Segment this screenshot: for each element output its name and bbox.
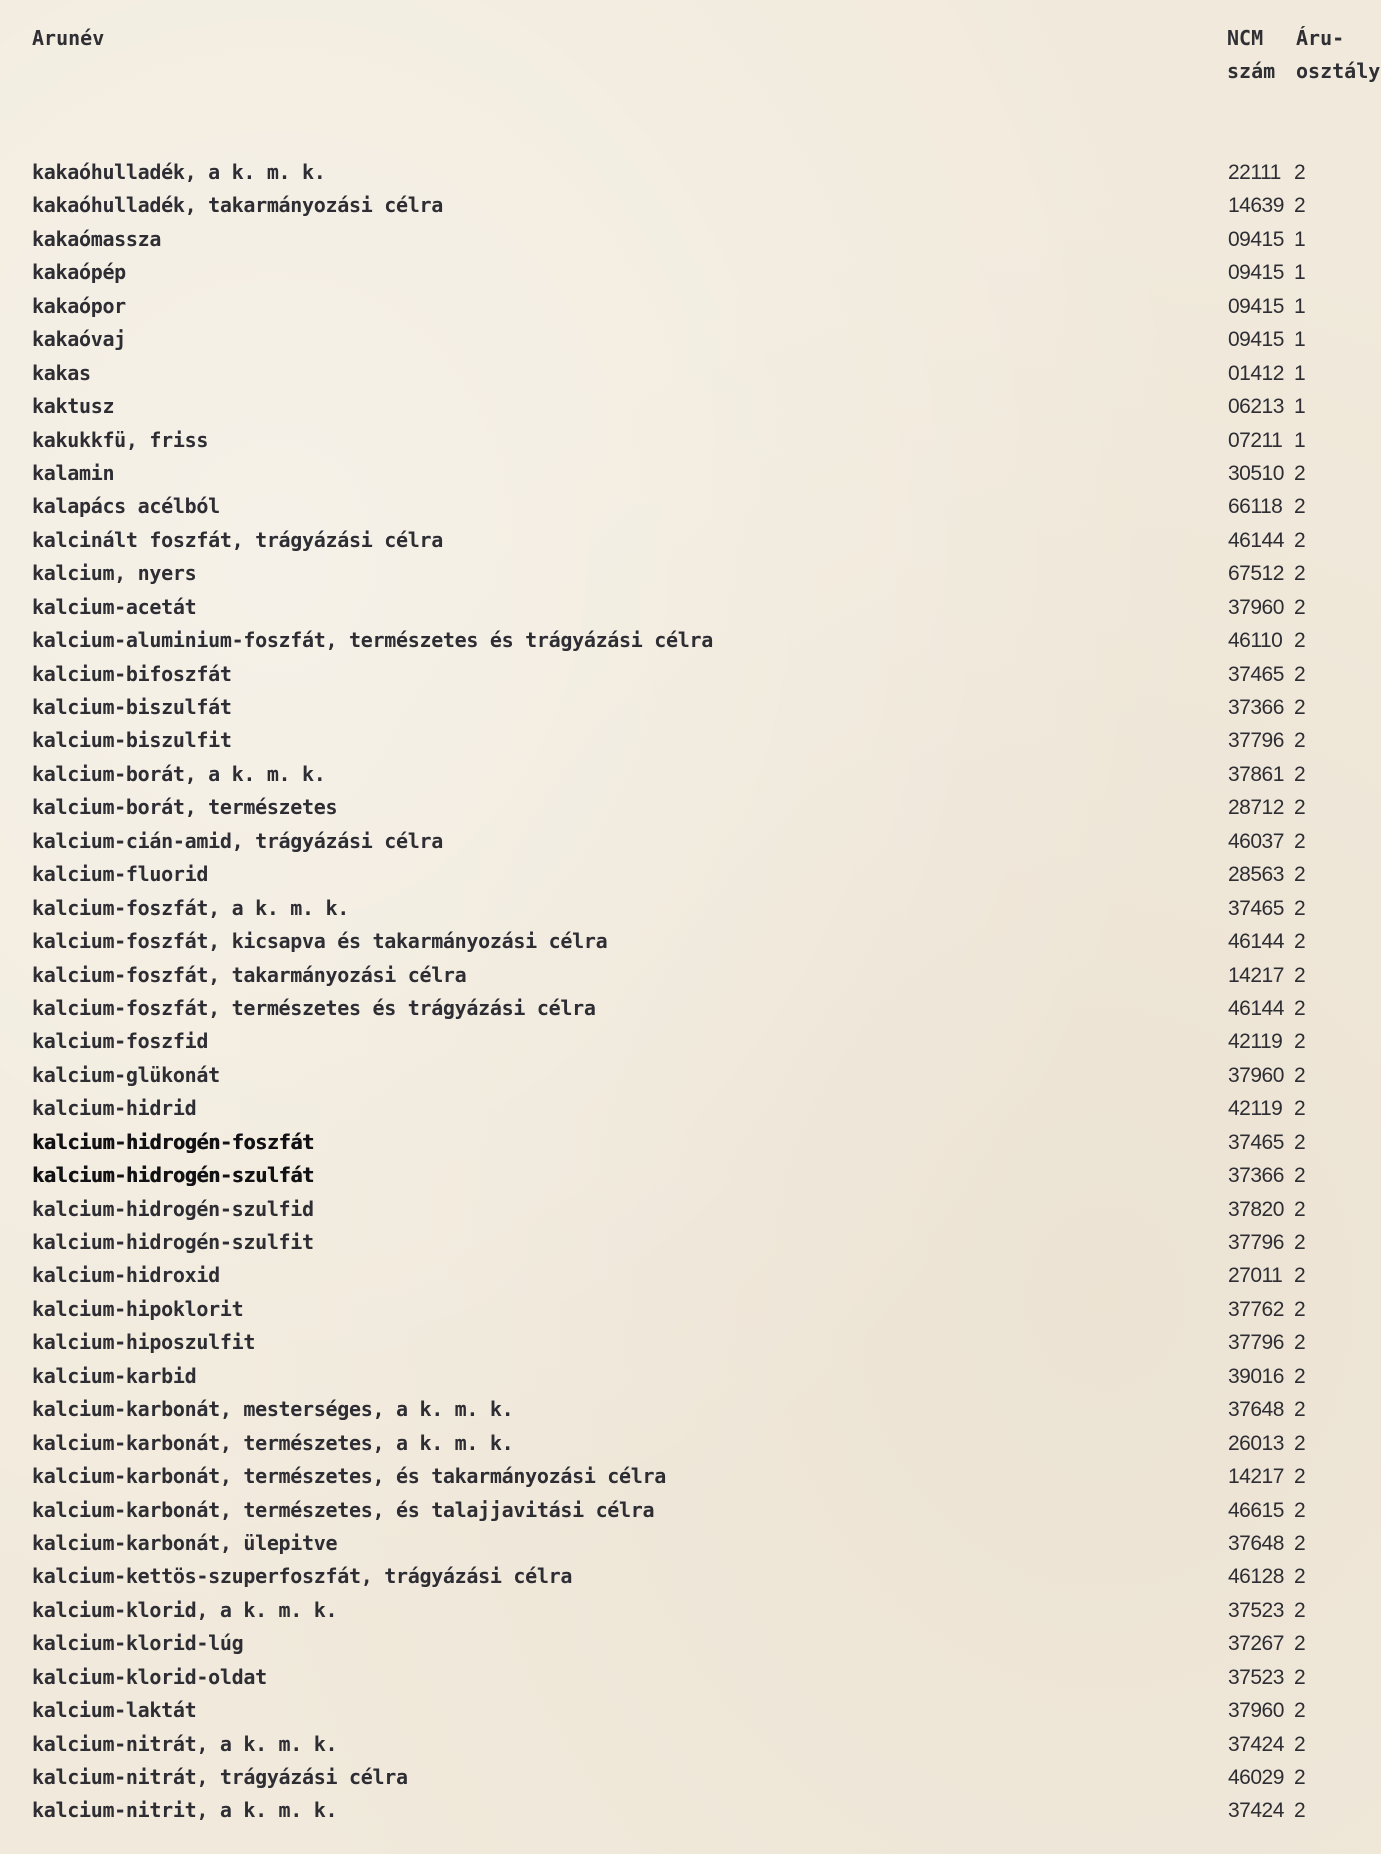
list-item [0, 959, 1381, 992]
goods-class: 1 [1294, 294, 1306, 318]
goods-class: 2 [1294, 1531, 1306, 1555]
item-name: kalcium-nitrit, a k. m. k. [32, 1798, 338, 1823]
goods-class: 2 [1294, 1565, 1306, 1589]
ncm-number: 26013 [1228, 1431, 1284, 1455]
ncm-number: 14639 [1228, 194, 1284, 218]
ncm-number: 46144 [1228, 528, 1284, 552]
ncm-number: 37465 [1228, 896, 1284, 920]
goods-class: 2 [1294, 1130, 1306, 1154]
goods-class: 2 [1294, 528, 1306, 552]
item-name: kalcium-hidrogén-szulfit [32, 1230, 314, 1254]
ncm-number: 01412 [1228, 361, 1284, 385]
list-item [0, 223, 1381, 256]
ncm-number: 09415 [1228, 294, 1284, 318]
list-item [0, 1494, 1381, 1527]
item-name: kakaóvaj [32, 327, 126, 352]
ncm-number: 37796 [1228, 1231, 1284, 1254]
goods-class: 2 [1294, 1766, 1306, 1789]
item-name: kalcium-biszulfit [32, 728, 232, 753]
goods-class: 2 [1294, 1799, 1306, 1823]
item-name: kalcium-karbonát, természetes, és talajjavitási célra [32, 1497, 655, 1522]
list-item [0, 1326, 1381, 1359]
goods-class: 2 [1294, 662, 1306, 686]
item-name: kalcium-karbonát, természetes, és takarmányozási célra [32, 1464, 667, 1489]
ncm-number: 37820 [1228, 1197, 1284, 1221]
item-name: kakaóhulladék, a k. m. k. [32, 160, 326, 184]
item-name: kalcium-foszfát, a k. m. k. [32, 895, 350, 920]
ncm-number: 09415 [1228, 328, 1284, 352]
list-item [0, 256, 1381, 289]
goods-class: 2 [1294, 1498, 1306, 1522]
item-name: kalcium-nitrát, a k. m. k. [32, 1731, 338, 1756]
item-name: kakukkfü, friss [32, 427, 209, 452]
list-item [0, 1427, 1381, 1460]
item-name: kalamin [32, 460, 115, 485]
item-name: kalcium-hiposzulfit [32, 1330, 256, 1355]
goods-class: 2 [1294, 1264, 1306, 1288]
goods-class: 2 [1294, 963, 1306, 987]
goods-class: 2 [1294, 729, 1306, 753]
ncm-number: 37960 [1228, 1063, 1284, 1087]
item-name: kalcium-hidrid [32, 1096, 197, 1121]
ncm-number: 27011 [1228, 1264, 1283, 1288]
list-item [0, 457, 1381, 490]
ncm-number: 22111 [1228, 161, 1281, 184]
list-item [0, 1527, 1381, 1560]
item-name: kalcium-foszfát, takarmányozási célra [32, 962, 467, 987]
item-name: kalcium-fluorid [32, 862, 209, 887]
list-item [0, 992, 1381, 1025]
item-name: kalcium-cián-amid, trágyázási célra [32, 828, 443, 853]
item-name: kalcium-laktát [32, 1698, 197, 1723]
goods-class: 2 [1294, 1231, 1306, 1254]
list-item [0, 1661, 1381, 1694]
goods-class: 2 [1294, 1732, 1306, 1756]
list-item [0, 1025, 1381, 1058]
ncm-number: 37796 [1228, 729, 1284, 753]
goods-class: 2 [1294, 1164, 1306, 1188]
item-name: kalcium-karbid [32, 1363, 197, 1388]
item-name: kalcium-hidrogén-szulfát [32, 1163, 314, 1188]
item-name: kalcium-aluminium-foszfát, természetes és trágyázási célra [32, 628, 713, 653]
list-item [0, 591, 1381, 624]
goods-class: 2 [1294, 829, 1306, 853]
list-item [0, 1694, 1381, 1727]
item-name: kalcium-bifoszfát [32, 661, 232, 686]
ncm-number: 37648 [1228, 1398, 1284, 1422]
ncm-number: 14217 [1228, 1465, 1284, 1489]
column-header-item-name [32, 22, 104, 55]
goods-class: 2 [1294, 696, 1306, 719]
list-item [0, 1059, 1381, 1092]
item-name: kalcium-hidrogén-foszfát [32, 1129, 314, 1154]
list-item [0, 1360, 1381, 1393]
list-item [0, 691, 1381, 724]
goods-class: 2 [1294, 762, 1306, 786]
list-item [0, 1393, 1381, 1426]
list-item [0, 1193, 1381, 1226]
ncm-number: 46144 [1228, 930, 1284, 954]
goods-class: 1 [1294, 361, 1306, 385]
item-name: kalcium-acetát [32, 594, 197, 619]
ncm-number: 37424 [1228, 1799, 1284, 1823]
goods-class: 2 [1294, 1665, 1306, 1689]
list-item [0, 290, 1381, 323]
goods-class: 2 [1294, 863, 1306, 887]
ncm-number: 09415 [1228, 227, 1284, 251]
ncm-number: 37424 [1228, 1732, 1284, 1756]
list-item [0, 1761, 1381, 1794]
ncm-number: 37960 [1228, 1699, 1284, 1723]
list-item [0, 323, 1381, 356]
ncm-number: 07211 [1228, 428, 1283, 452]
goods-class: 1 [1294, 328, 1306, 352]
ncm-number: 28712 [1228, 796, 1284, 820]
item-name: kalcium-foszfát, kicsapva és takarmányozási célra [32, 929, 608, 954]
ncm-number: 37648 [1228, 1531, 1284, 1555]
list-item [0, 1092, 1381, 1125]
item-name: kalcium-glükonát [32, 1062, 220, 1087]
goods-class: 2 [1294, 629, 1306, 653]
item-name: kalcium-klorid-oldat [32, 1664, 267, 1689]
ncm-number: 37861 [1228, 762, 1284, 786]
list-item [0, 1594, 1381, 1627]
ncm-number: 46128 [1228, 1565, 1284, 1589]
goods-class: 2 [1294, 1030, 1306, 1054]
item-name: kalcium-biszulfát [32, 695, 232, 719]
goods-class: 2 [1294, 796, 1306, 820]
ncm-number: 46615 [1228, 1498, 1284, 1522]
list-item [0, 1460, 1381, 1493]
column-header-ncm-number [1227, 22, 1277, 88]
list-item [0, 1794, 1381, 1827]
goods-class: 1 [1294, 395, 1306, 419]
list-item [0, 1159, 1381, 1192]
goods-class: 2 [1294, 161, 1306, 184]
list-item [0, 791, 1381, 824]
item-name: kalcium-hipoklorit [32, 1296, 244, 1321]
ncm-number: 14217 [1228, 963, 1284, 987]
item-name: kalcium-borát, természetes [32, 795, 338, 820]
goods-class: 2 [1294, 495, 1306, 519]
list-item [0, 758, 1381, 791]
goods-class: 2 [1294, 896, 1306, 920]
list-item [0, 1259, 1381, 1292]
ncm-number: 37465 [1228, 1130, 1284, 1154]
list-item [0, 390, 1381, 423]
goods-class: 1 [1294, 227, 1306, 251]
goods-class: 2 [1294, 1063, 1306, 1087]
ncm-number: 46144 [1228, 996, 1284, 1020]
ncm-number: 28563 [1228, 863, 1284, 887]
ncm-number: 42119 [1228, 1097, 1283, 1121]
goods-class: 2 [1294, 1097, 1306, 1121]
list-item [0, 624, 1381, 657]
ncm-number: 67512 [1228, 562, 1284, 586]
list-item [0, 658, 1381, 691]
goods-class: 2 [1294, 1465, 1306, 1489]
list-item [0, 357, 1381, 390]
item-name: kalcium-karbonát, mesterséges, a k. m. k. [32, 1397, 514, 1422]
ncm-number: 37960 [1228, 595, 1284, 619]
item-name: kalcium-kettös-szuperfoszfát, trágyázási célra [32, 1564, 573, 1589]
ncm-number: 37366 [1228, 1164, 1284, 1188]
ncm-number: 39016 [1228, 1364, 1284, 1388]
ncm-number: 37366 [1228, 696, 1284, 719]
goods-class: 2 [1294, 1398, 1306, 1422]
ncm-number: 37523 [1228, 1665, 1284, 1689]
goods-class: 2 [1294, 996, 1306, 1020]
goods-class: 2 [1294, 1197, 1306, 1221]
ncm-number: 37796 [1228, 1331, 1284, 1355]
entry-list [0, 156, 1381, 1828]
column-header-goods-class [1296, 22, 1381, 88]
list-item [0, 1126, 1381, 1159]
class-label-line2: osztály [1296, 59, 1381, 83]
item-name: kakaópor [32, 293, 126, 318]
ncm-number: 37267 [1228, 1632, 1284, 1656]
class-label-line1: Áru- [1296, 26, 1345, 50]
goods-class: 2 [1294, 1331, 1306, 1355]
goods-class: 2 [1294, 1598, 1306, 1622]
list-item [0, 724, 1381, 757]
ncm-label-line1: NCM [1227, 26, 1264, 50]
list-item [0, 925, 1381, 958]
ncm-label-line2: szám [1227, 59, 1276, 83]
item-name: kakaópép [32, 260, 126, 285]
goods-class: 2 [1294, 595, 1306, 619]
item-name: kakas [32, 360, 91, 385]
list-item [0, 825, 1381, 858]
list-item [0, 1560, 1381, 1593]
list-item [0, 490, 1381, 523]
item-name: kalcinált foszfát, trágyázási célra [32, 527, 443, 552]
list-item [0, 1728, 1381, 1761]
goods-class: 2 [1294, 930, 1306, 954]
list-item [0, 557, 1381, 590]
ncm-number: 06213 [1228, 395, 1284, 419]
item-name: kalcium-klorid, a k. m. k. [32, 1597, 338, 1622]
ncm-number: 46110 [1228, 629, 1283, 653]
goods-class: 2 [1294, 1297, 1306, 1321]
goods-class: 2 [1294, 562, 1306, 586]
item-name: kalcium-foszfát, természetes és trágyázási célra [32, 995, 596, 1020]
goods-class: 2 [1294, 1632, 1306, 1656]
list-item [0, 424, 1381, 457]
item-name: kalcium-karbonát, ülepitve [32, 1530, 338, 1555]
item-name-label: Arunév [32, 26, 105, 50]
goods-class: 2 [1294, 461, 1306, 485]
ncm-number: 42119 [1228, 1030, 1283, 1054]
ncm-number: 46029 [1228, 1766, 1284, 1789]
list-item [0, 524, 1381, 557]
item-name: kalcium-borát, a k. m. k. [32, 761, 326, 786]
goods-class: 2 [1294, 1364, 1306, 1388]
goods-class: 2 [1294, 194, 1306, 218]
item-name: kalcium-klorid-lúg [32, 1631, 244, 1656]
item-name: kalcium-karbonát, természetes, a k. m. k. [32, 1430, 514, 1455]
ncm-number: 37523 [1228, 1598, 1284, 1622]
goods-class: 2 [1294, 1431, 1306, 1455]
item-name: kakaóhulladék, takarmányozási célra [32, 193, 443, 218]
item-name: kalcium-nitrát, trágyázási célra [32, 1765, 408, 1789]
goods-class: 2 [1294, 1699, 1306, 1723]
list-item [0, 156, 1381, 189]
list-item [0, 189, 1381, 222]
item-name: kakaómassza [32, 226, 162, 251]
ncm-number: 09415 [1228, 261, 1284, 285]
item-name: kalapács acélból [32, 494, 220, 519]
item-name: kalcium-foszfid [32, 1029, 209, 1054]
list-item [0, 858, 1381, 891]
list-item [0, 1226, 1381, 1259]
ncm-number: 37762 [1228, 1297, 1284, 1321]
item-name: kalcium-hidrogén-szulfid [32, 1196, 314, 1221]
ncm-number: 66118 [1228, 495, 1283, 519]
ncm-number: 30510 [1228, 461, 1284, 485]
ncm-number: 46037 [1228, 829, 1284, 853]
item-name: kaktusz [32, 394, 115, 419]
goods-class: 1 [1294, 428, 1306, 452]
ncm-number: 37465 [1228, 662, 1284, 686]
list-item [0, 1293, 1381, 1326]
item-name: kalcium, nyers [32, 561, 197, 586]
list-item [0, 1627, 1381, 1660]
list-item [0, 892, 1381, 925]
item-name: kalcium-hidroxid [32, 1263, 220, 1288]
goods-class: 1 [1294, 261, 1306, 285]
